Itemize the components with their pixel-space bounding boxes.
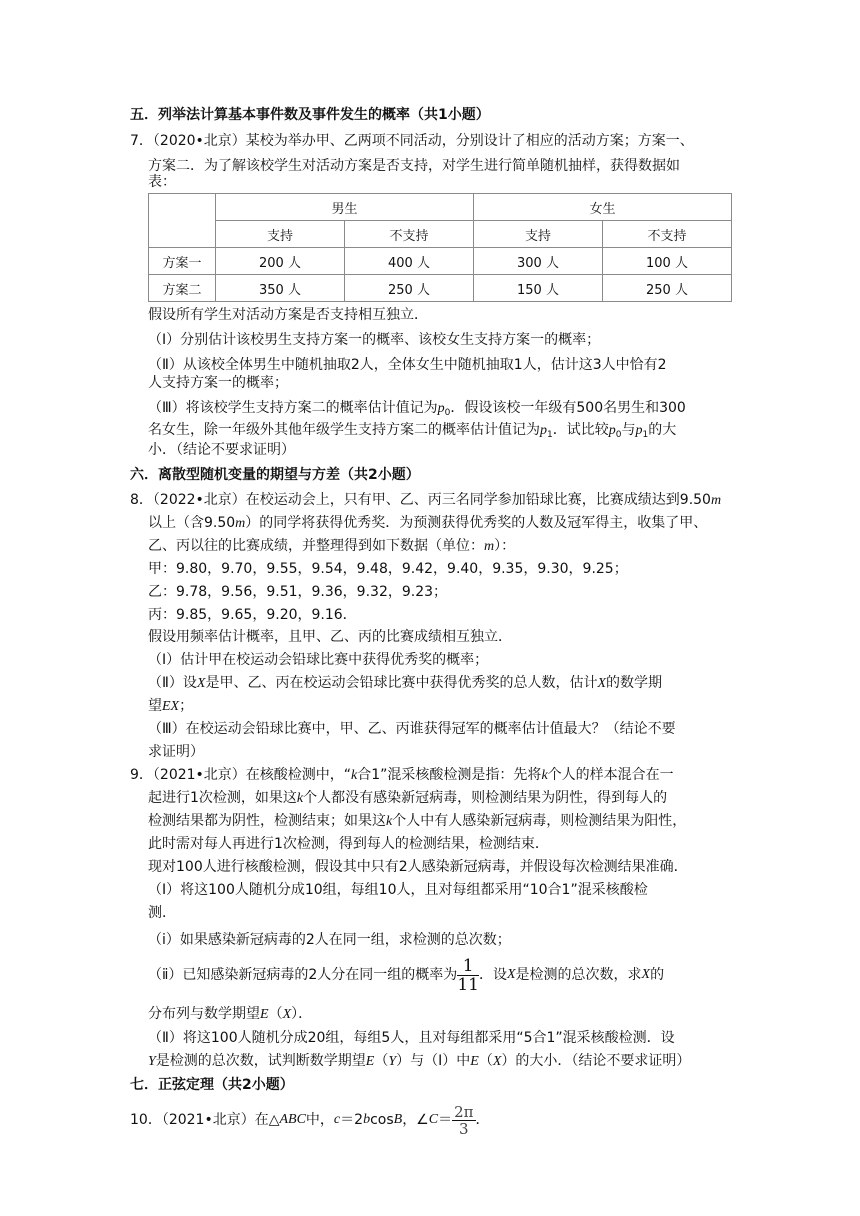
q8-data-jia: 甲：9.80，9.70，9.55，9.54，9.48，9.42，9.40，9.35，9.30，9.25； <box>148 561 628 577</box>
q7-line-1: 7．（2020•北京）某校为举办甲、乙两项不同活动，分别设计了相应的活动方案；方案一、 <box>130 133 694 149</box>
q7-part-3-line-1: （Ⅲ）将该校学生支持方案二的概率估计值记为$p_0$．假设该校一年级有500名男生和300 <box>148 400 686 418</box>
q9-part-1-i: （ⅰ）如果感染新冠病毒的2人在同一组，求检测的总次数； <box>148 932 511 948</box>
q9-part-2-line-2: Y是检测的总次数，试判断数学期望E（Y）与（Ⅰ）中E（X）的大小．（结论不要求证明） <box>148 1053 691 1069</box>
table-cell: 250 人 <box>345 275 474 302</box>
q7-part-2-line-2: 人支持方案一的概率； <box>148 375 288 391</box>
q8-part-2-line-1: （Ⅱ）设X是甲、乙、丙在校运动会铅球比赛中获得优秀奖的总人数，估计X的数学期 <box>148 675 663 691</box>
subheader-support: 支持 <box>474 221 603 248</box>
row-label: 方案二 <box>149 275 216 302</box>
table-corner-cell <box>149 194 216 248</box>
table-row <box>149 275 732 302</box>
fraction-2pi-over-3: $\frac{2\pi}{3}$ <box>454 1102 474 1138</box>
q7-part-3-line-2: 名女生，除一年级外其他年级学生支持方案二的概率估计值记为$p_1$．试比较$p_0$与$p_1$的大 <box>148 422 677 440</box>
q8-part-2-line-2: 望EX； <box>148 698 194 714</box>
table-row <box>149 248 732 275</box>
q8-part-3-line-1: （Ⅲ）在校运动会铅球比赛中，甲、乙、丙谁获得冠军的概率估计值最大？（结论不要 <box>148 721 676 737</box>
q9-line-3: 检测结果都为阴性，检测结束；如果这k个人中有人感染新冠病毒，则检测结果为阳性， <box>148 813 687 829</box>
table-cell: 300 人 <box>474 248 603 275</box>
subheader-notsupport: 不支持 <box>603 221 732 248</box>
q10-line-1: 10．（2021•北京）在△ ABC 中， c ＝2 b cos B ，∠ C ＝ $\frac{2\pi}{3}$ ． <box>130 1102 490 1138</box>
table-cell: 250 人 <box>603 275 732 302</box>
q7-line-2: 方案二．为了解该校学生对活动方案是否支持，对学生进行简单随机抽样，获得数据如 <box>148 158 680 174</box>
q8-line-1: 8．（2022•北京）在校运动会上，只有甲、乙、丙三名同学参加铅球比赛，比赛成绩达到9.50m <box>130 492 722 508</box>
q8-data-bing: 丙：9.85，9.65，9.20，9.16． <box>148 607 357 623</box>
q9-line-4: 此时需对每人再进行1次检测，得到每人的检测结果，检测结束． <box>148 836 549 852</box>
q7-part-1: （Ⅰ）分别估计该校男生支持方案一的概率、该校女生支持方案一的概率； <box>148 332 601 348</box>
table-cell: 400 人 <box>345 248 474 275</box>
row-label: 方案一 <box>149 248 216 275</box>
section-heading-5: 五．列举法计算基本事件数及事件发生的概率（共1小题） <box>130 107 490 123</box>
subheader-support: 支持 <box>216 221 345 248</box>
q8-data-yi: 乙：9.78，9.56，9.51，9.36，9.32，9.23； <box>148 584 448 600</box>
q7-part-2-line-1: （Ⅱ）从该校全体男生中随机抽取2人，全体女生中随机抽取1人，估计这3人中恰有2 <box>148 357 667 373</box>
table-cell: 100 人 <box>603 248 732 275</box>
q7-part-3-line-3: 小．（结论不要求证明） <box>148 442 295 458</box>
q9-line-5: 现对100人进行核酸检测，假设其中只有2人感染新冠病毒，并假设每次检测结果准确． <box>148 859 688 875</box>
table-cell: 350 人 <box>216 275 345 302</box>
q9-part-1-ii-line-2: 分布列与数学期望E（X）． <box>148 1006 313 1022</box>
q9-line-1: 9．（2021•北京）在核酸检测中，“k合1”混采核酸检测是指：先将k个人的样本混合在一 <box>130 767 674 783</box>
survey-table <box>148 193 732 302</box>
q9-part-1-line-1: （Ⅰ）将这100人随机分成10组，每组10人，且对每组都采用“10合1”混采核酸检 <box>148 882 648 898</box>
q9-part-2-line-1: （Ⅱ）将这100人随机分成20组，每组5人，且对每组都采用“5合1”混采核酸检测．设 <box>148 1030 675 1046</box>
subheader-notsupport: 不支持 <box>345 221 474 248</box>
q7-line-3: 表： <box>148 174 176 190</box>
q8-part-3-line-2: 求证明） <box>148 744 204 760</box>
fraction-1-over-11: $\frac{1}{11}$ <box>457 955 479 995</box>
q8-part-1: （Ⅰ）估计甲在校运动会铅球比赛中获得优秀奖的概率； <box>148 652 489 668</box>
section-heading-7: 七．正弦定理（共2小题） <box>130 1077 294 1093</box>
q8-assumption: 假设用频率估计概率，且甲、乙、丙的比赛成绩相互独立． <box>148 629 512 645</box>
header-female: 女生 <box>474 194 732 221</box>
q9-part-1-ii-line-1: （ⅱ）已知感染新冠病毒的2人分在同一组的概率为 $\frac{1}{11}$ ．设 X 是检测的总次数，求 X 的 <box>148 955 665 995</box>
q8-line-3: 乙、丙以往的比赛成绩，并整理得到如下数据（单位：m）： <box>148 538 516 554</box>
table-cell: 150 人 <box>474 275 603 302</box>
q7-assumption: 假设所有学生对活动方案是否支持相互独立． <box>148 307 428 323</box>
q8-line-2: 以上（含9.50m）的同学将获得优秀奖．为预测获得优秀奖的人数及冠军得主，收集了甲、 <box>148 515 708 531</box>
header-male: 男生 <box>216 194 474 221</box>
table-cell: 200 人 <box>216 248 345 275</box>
q9-line-2: 起进行1次检测，如果这k个人都没有感染新冠病毒，则检测结果为阴性，得到每人的 <box>148 790 668 806</box>
q9-part-1-line-2: 测． <box>148 905 176 921</box>
section-heading-6: 六．离散型随机变量的期望与方差（共2小题） <box>130 467 420 483</box>
